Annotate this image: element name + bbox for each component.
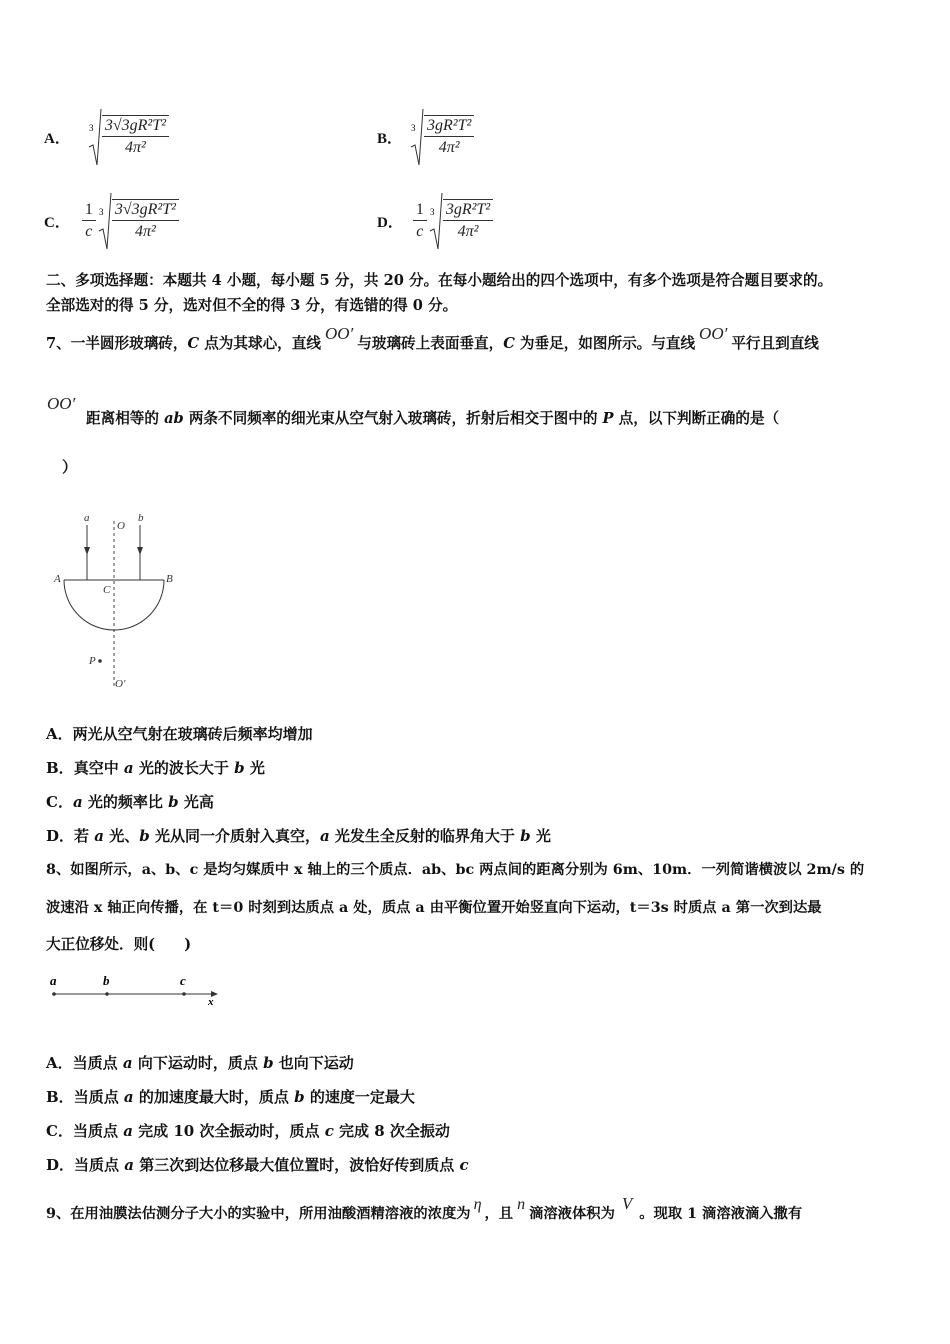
cube-root-icon [88,107,102,167]
option-text: 当质点 [72,1054,123,1072]
q8-option-c [46,1121,450,1141]
label-a: a [84,512,90,524]
option-label: D． [377,214,403,231]
option-text: 光 [530,827,551,845]
section-heading-line1: 二、多项选择题：本题共 4 小题，每小题 5 分，共 20 分。在每小题给出的四个选项中，有多个选项是符合题目要求的。 [46,272,833,289]
q8-option-a [46,1053,354,1073]
q7-text: 两条不同频率的细光束从空气射入玻璃砖，折射后相交于图中的 [183,410,603,427]
q7-option-a [46,724,313,744]
point-b [105,992,109,996]
var-n: n [517,1196,526,1213]
label-b: b [103,973,110,988]
option-label: C． [44,214,70,231]
q7-text: 平行且到直线 [731,335,819,352]
label-x: x [208,996,214,1008]
var-oo: OO′ [699,324,728,343]
option-text: 向下运动时，质点 [132,1054,264,1072]
var-b: b [139,827,150,845]
label-b: b [138,512,144,524]
question-7-close-paren: ） [62,458,78,476]
option-label: B． [377,130,403,147]
option-text: 光从同一介质射入真空， [149,827,320,845]
option-text: 若 [74,827,95,845]
radicand-numerator: 3√3gR²T² [112,200,179,221]
var-b: b [520,827,531,845]
option-text: 光 [244,759,265,777]
q7-option-d [46,826,551,846]
q9-text: ，且 [484,1206,514,1222]
question-7-line1 [46,324,819,354]
option-label: C． [46,1122,73,1140]
option-text: 也向下运动 [273,1054,354,1072]
question-8-line3: 大正位移处．则( ) [46,936,192,953]
semicircle-glass-figure [48,505,188,695]
q7-text: 点，以下判断正确的是（ [613,410,780,427]
q7-text: 与玻璃砖上表面垂直， [357,335,504,352]
option-6c [44,186,179,256]
cube-root-icon [410,107,424,167]
option-label: A． [46,1054,73,1072]
var-a: a [124,1156,134,1174]
root-index: 3 [98,207,104,217]
root-index: 3 [88,123,94,133]
var-a: a [122,1054,133,1072]
var-c: C [187,335,200,352]
var-a: a [319,827,330,845]
radicand-numerator: 3gR²T² [443,200,493,221]
option-6a [44,102,169,172]
var-c: c [459,1156,469,1174]
label-o-prime: O′ [115,678,126,690]
q7-option-b [46,758,265,778]
var-a: a [123,1122,133,1140]
option-text: 第三次到达位移最大值位置时，波恰好传到质点 [133,1156,460,1174]
option-text: 两光从空气射在玻璃砖后频率均增加 [72,725,313,743]
radicand-denominator: 4π² [134,223,156,240]
label-a-point: A [54,573,61,585]
root-index: 3 [411,123,416,133]
point-a [52,992,56,996]
q7-text: 距离相等的 [86,410,165,427]
section-heading-line2: 全部选对的得 5 分，选对但不全的得 3 分，有选错的得 0 分。 [46,297,458,314]
var-oo: OO′ [47,394,76,413]
option-label: D． [46,827,75,845]
option-label: B． [46,1088,74,1106]
q7-text: 为垂足，如图所示。与直线 [514,335,696,352]
option-text: 光的频率比 [82,793,169,811]
q8-option-d [46,1155,469,1175]
var-c: c [324,1122,334,1140]
option-text: 光发生全反射的临界角大于 [329,827,521,845]
radicand-denominator: 4π² [438,139,460,156]
var-ab: ab [164,410,184,427]
var-a: a [123,759,134,777]
coef-denominator: c [85,222,93,240]
ray-b-arrow [137,547,143,555]
ray-a-arrow [84,547,90,555]
option-text: 当质点 [74,1156,125,1174]
coef-denominator: c [416,222,424,240]
radicand-numerator: 3gR²T² [424,116,474,137]
q7-option-c [46,792,214,812]
var-c: C [503,335,515,352]
label-o: O [117,520,125,532]
option-text: 完成 8 次全振动 [333,1122,450,1140]
point-p [98,659,102,663]
var-oo: OO′ [324,324,354,343]
label-a: a [50,973,57,988]
option-text: 的加速度最大时，质点 [133,1088,295,1106]
q9-text: 9、在用油膜法估测分子大小的实验中，所用油酸酒精溶液的浓度为 [46,1206,471,1222]
cube-root-icon [429,191,443,251]
point-c [182,992,186,996]
option-label: B． [46,759,74,777]
cube-root-icon [98,191,112,251]
option-text: 的速度一定最大 [304,1088,415,1106]
option-text: 当质点 [73,1088,124,1106]
var-b: b [168,793,179,811]
var-eta: η [473,1196,482,1213]
question-7-line2 [86,409,779,429]
var-a: a [72,793,83,811]
q9-text: 。现取 1 滴溶液滴入撒有 [639,1206,803,1222]
coef-numerator: 1 [82,200,96,221]
option-text: 当质点 [72,1122,124,1140]
var-p: P [602,410,614,427]
radicand-numerator: 3√3gR²T² [102,116,169,137]
option-6d [377,186,493,256]
option-text: 光、 [103,827,140,845]
question-9-line1 [46,1194,803,1224]
var-b: b [263,1054,274,1072]
label-c: c [180,973,186,988]
var-v: V [621,1194,633,1213]
radicand-denominator: 4π² [124,139,146,156]
question-8-line1: 8、如图所示，a、b、c 是均匀媒质中 x 轴上的三个质点．ab、bc 两点间的距离分别为 6m、10m．一列简谐横波以 2m/s 的 [46,862,865,878]
option-text: 光高 [178,793,214,811]
var-a: a [123,1088,134,1106]
option-text: 真空中 [73,759,124,777]
label-c: C [103,584,111,596]
q8-option-b [46,1087,415,1107]
radicand-denominator: 4π² [457,223,479,240]
root-index: 3 [429,207,435,217]
label-b-point: B [166,573,173,585]
q7-text: 7、一半圆形玻璃砖， [46,335,188,352]
coef-numerator: 1 [413,200,427,221]
var-b: b [294,1088,305,1106]
q9-text: 滴溶液体积为 [529,1206,615,1222]
option-text: 完成 10 次全振动时，质点 [132,1122,325,1140]
option-6b [377,102,474,172]
option-label: D． [46,1156,75,1174]
option-label: A． [44,130,70,147]
var-a: a [94,827,104,845]
option-label: C． [46,793,73,811]
var-b: b [234,759,245,777]
option-label: A． [46,725,73,743]
option-text: 光的波长大于 [133,759,235,777]
label-p: P [89,655,96,667]
x-axis-figure [46,972,226,1008]
q7-text: 点为其球心，直线 [199,335,321,352]
question-8-line2: 波速沿 x 轴正向传播，在 t＝0 时刻到达质点 a 处，质点 a 由平衡位置开始竖直向下运动，t＝3s 时质点 a 第一次到达最 [46,900,822,916]
